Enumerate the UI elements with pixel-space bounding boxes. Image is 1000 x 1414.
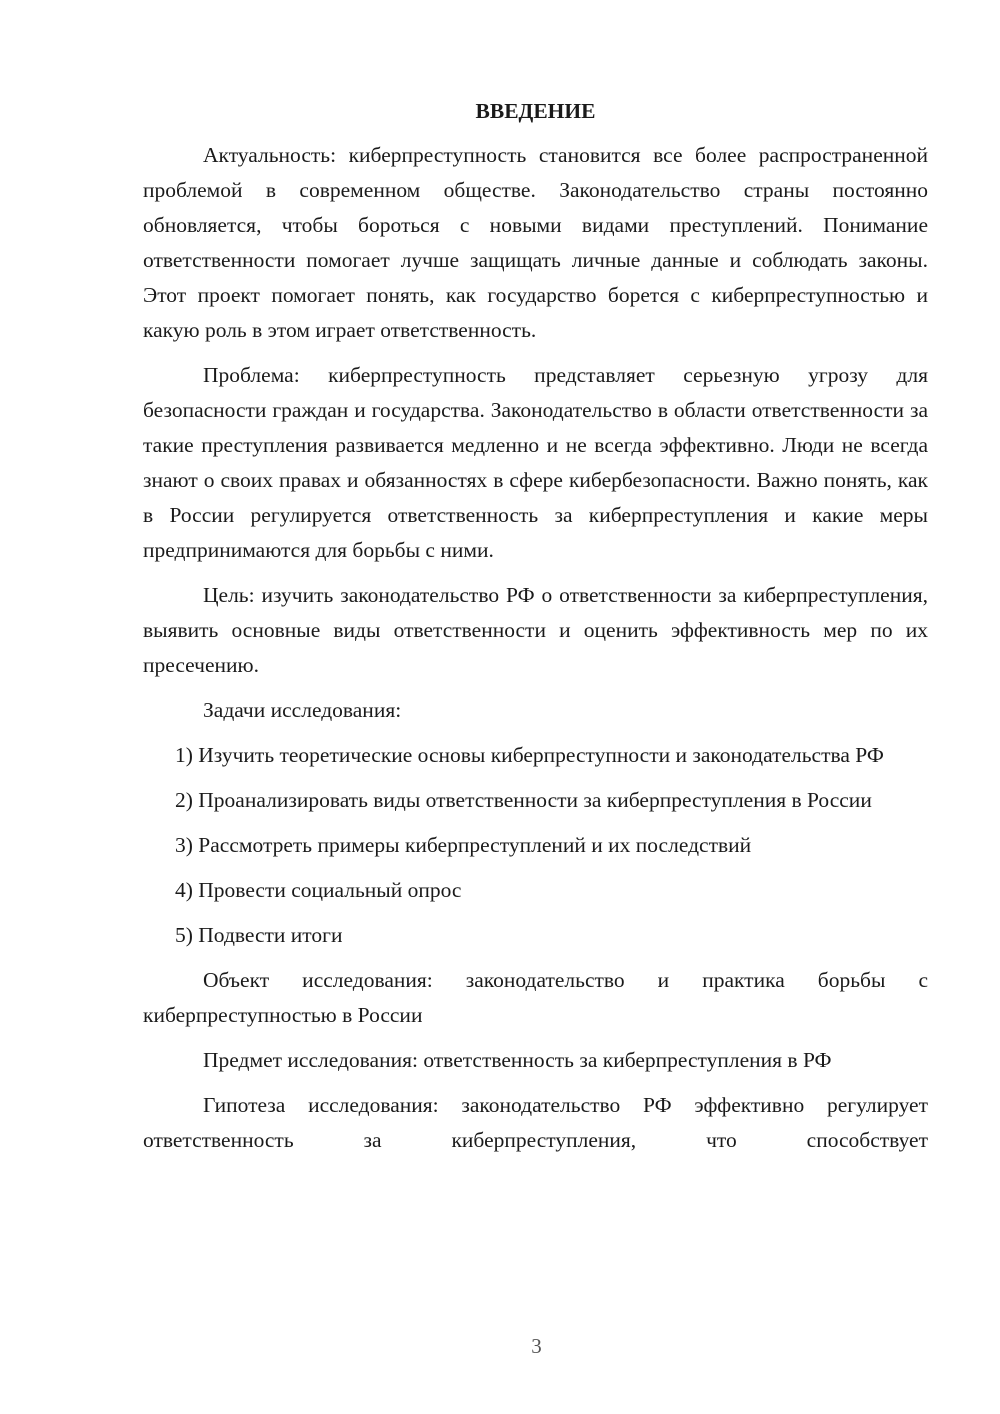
task-item-1: 1) Изучить теоретические основы киберпреступности и законодательства РФ (175, 743, 884, 767)
paragraph-hypothesis: Гипотеза исследования: законодательство РФ эффективно регулирует ответственность за киберпреступления, что способствует (143, 1093, 928, 1152)
task-item-5: 5) Подвести итоги (175, 923, 343, 947)
task-item-2: 2) Проанализировать виды ответственности за киберпреступления в России (175, 788, 872, 812)
section-heading: ВВЕДЕНИЕ (475, 99, 596, 123)
tasks-title: Задачи исследования: (203, 698, 402, 722)
paragraph-object: Объект исследования: законодательство и практика борьбы с киберпреступностью в России (143, 968, 928, 1027)
paragraph-problem: Проблема: киберпреступность представляет серьезную угрозу для безопасности граждан и государства. Законодательство в области ответственности за такие преступления развивается медленно и не всегда эффективно. Люди не всегда знают о своих правах и обязанностях в сфере кибербезопасности. Важно понять, как в России регулируется ответственность за киберпреступления и какие меры предпринимаются для борьбы с ними. (143, 363, 928, 562)
document-page (143, 94, 928, 1168)
task-item-3: 3) Рассмотреть примеры киберпреступлений и их последствий (175, 833, 752, 857)
paragraph-goal: Цель: изучить законодательство РФ о ответственности за киберпреступления, выявить основные виды ответственности и оценить эффективность мер по их пресечению. (143, 583, 928, 677)
task-item-4: 4) Провести социальный опрос (175, 878, 462, 902)
page-number: 3 (531, 1334, 542, 1358)
paragraph-subject: Предмет исследования: ответственность за киберпреступления в РФ (203, 1048, 832, 1072)
paragraph-relevance: Актуальность: киберпреступность становится все более распространенной проблемой в современном обществе. Законодательство страны постоянно обновляется, чтобы бороться с новыми видами преступлений. Понимание ответственности помогает лучше защищать личные данные и соблюдать законы. Этот проект помогает понять, как государство борется с киберпреступностью и какую роль в этом играет ответственность. (143, 143, 928, 342)
